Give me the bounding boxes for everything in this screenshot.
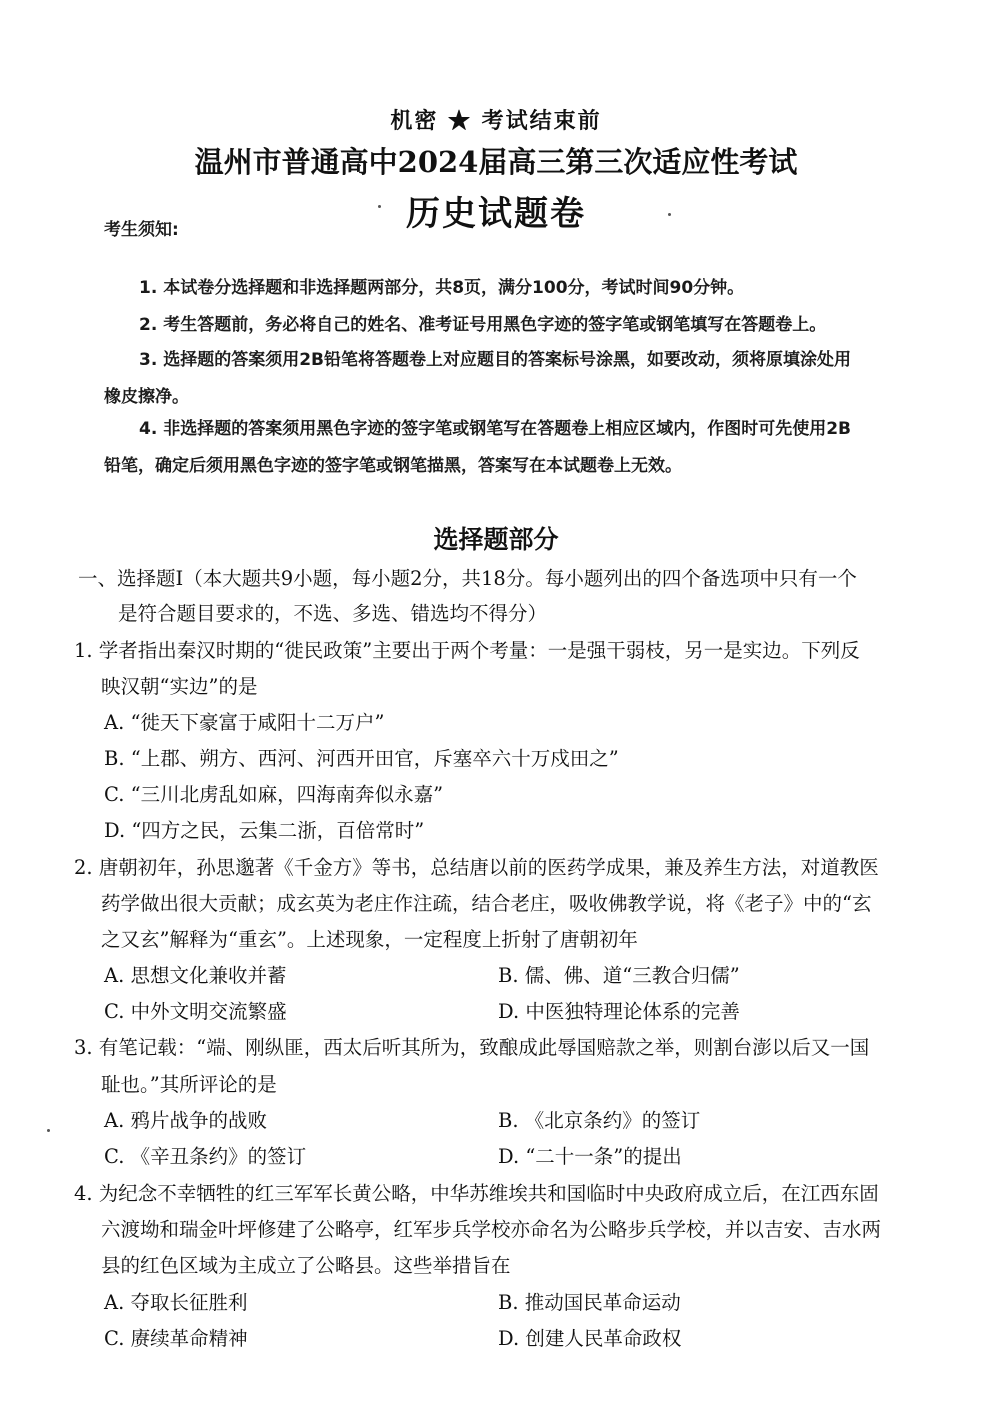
question-4-option-d: D. 创建人民革命政权	[498, 1327, 682, 1350]
question-3-stem-line-2: 耻也。”其所评论的是	[101, 1073, 277, 1096]
section-title: 选择题部分	[433, 525, 559, 554]
question-1-option-d: D. “四方之民，云集二浙，百倍常时”	[104, 819, 425, 842]
notice-item-3-line-1: 3. 选择题的答案须用2B铅笔将答题卷上对应题目的答案标号涂黑，如要改动，须将原填涂处用	[139, 350, 851, 370]
question-2-option-a: A. 思想文化兼收并蓄	[104, 964, 287, 987]
question-1-stem-line-1: 1. 学者指出秦汉时期的“徙民政策”主要出于两个考量：一是强干弱枝，另一是实边。下列反	[74, 639, 860, 662]
part1-instructions-line-1: 一、选择题Ⅰ（本大题共9小题，每小题2分，共18分。每小题列出的四个备选项中只有一个	[78, 567, 857, 590]
question-2-option-b: B. 儒、佛、道“三教合归儒”	[498, 964, 740, 987]
question-3-option-d: D. “二十一条”的提出	[498, 1145, 682, 1168]
question-2-stem-line-3: 之又玄”解释为“重玄”。上述现象，一定程度上折射了唐朝初年	[101, 928, 638, 951]
question-2-option-c: C. 中外文明交流繁盛	[104, 1000, 287, 1023]
question-1-option-a: A. “徙天下豪富于咸阳十二万户”	[104, 711, 385, 734]
confidential-label: 机密 ★ 考试结束前	[390, 108, 602, 134]
question-4-stem-line-3: 县的红色区域为主成立了公略县。这些举措旨在	[101, 1254, 511, 1277]
question-3-option-a: A. 鸦片战争的战败	[104, 1109, 267, 1132]
question-4-stem-line-2: 六渡坳和瑞金叶坪修建了公略亭，红军步兵学校亦命名为公略步兵学校，并以吉安、吉水两	[101, 1218, 882, 1241]
notice-item-4-line-1: 4. 非选择题的答案须用黑色字迹的签字笔或钢笔写在答题卷上相应区域内，作图时可先使用2B	[139, 419, 851, 439]
question-2-stem-line-2: 药学做出很大贡献；成玄英为老庄作注疏，结合老庄，吸收佛教学说，将《老子》中的“玄	[101, 892, 872, 915]
question-2-stem-line-1: 2. 唐朝初年，孙思邈著《千金方》等书，总结唐以前的医药学成果，兼及养生方法，对道教医	[74, 856, 879, 879]
part1-instructions-line-2: 是符合题目要求的，不选、多选、错选均不得分）	[118, 602, 548, 625]
question-4-option-b: B. 推动国民革命运动	[498, 1291, 681, 1314]
exam-title: 温州市普通高中2024届高三第三次适应性考试	[194, 145, 798, 179]
notice-item-1: 1. 本试卷分选择题和非选择题两部分，共8页，满分100分，考试时间90分钟。	[139, 278, 745, 298]
question-4-option-c: C. 赓续革命精神	[104, 1327, 248, 1350]
notice-item-4-line-2: 铅笔，确定后须用黑色字迹的签字笔或钢笔描黑，答案写在本试题卷上无效。	[104, 456, 682, 476]
scan-speck	[47, 1129, 50, 1132]
scan-speck	[668, 213, 671, 216]
question-3-option-c: C. 《辛丑条约》的签订	[104, 1145, 307, 1168]
scan-speck	[378, 205, 381, 208]
question-3-stem-line-1: 3. 有笔记载：“端、刚纵匪，西太后听其所为，致酿成此辱国赔款之举，则割台澎以后又一国	[74, 1036, 870, 1059]
question-2-option-d: D. 中医独特理论体系的完善	[498, 1000, 740, 1023]
question-4-stem-line-1: 4. 为纪念不幸牺牲的红三军军长黄公略，中华苏维埃共和国临时中央政府成立后，在江西东固	[74, 1182, 879, 1205]
notice-item-2: 2. 考生答题前，务必将自己的姓名、准考证号用黑色字迹的签字笔或钢笔填写在答题卷上。	[139, 315, 827, 335]
question-4-option-a: A. 夺取长征胜利	[104, 1291, 248, 1314]
question-1-option-c: C. “三川北虏乱如麻，四海南奔似永嘉”	[104, 783, 444, 806]
paper-title: 历史试题卷	[406, 194, 586, 234]
notice-item-3-line-2: 橡皮擦净。	[104, 387, 189, 407]
question-1-stem-line-2: 映汉朝“实边”的是	[101, 675, 258, 698]
question-3-option-b: B. 《北京条约》的签订	[498, 1109, 701, 1132]
question-1-option-b: B. “上郡、朔方、西河、河西开田官，斥塞卒六十万戍田之”	[104, 747, 619, 770]
notice-heading: 考生须知:	[104, 220, 179, 240]
